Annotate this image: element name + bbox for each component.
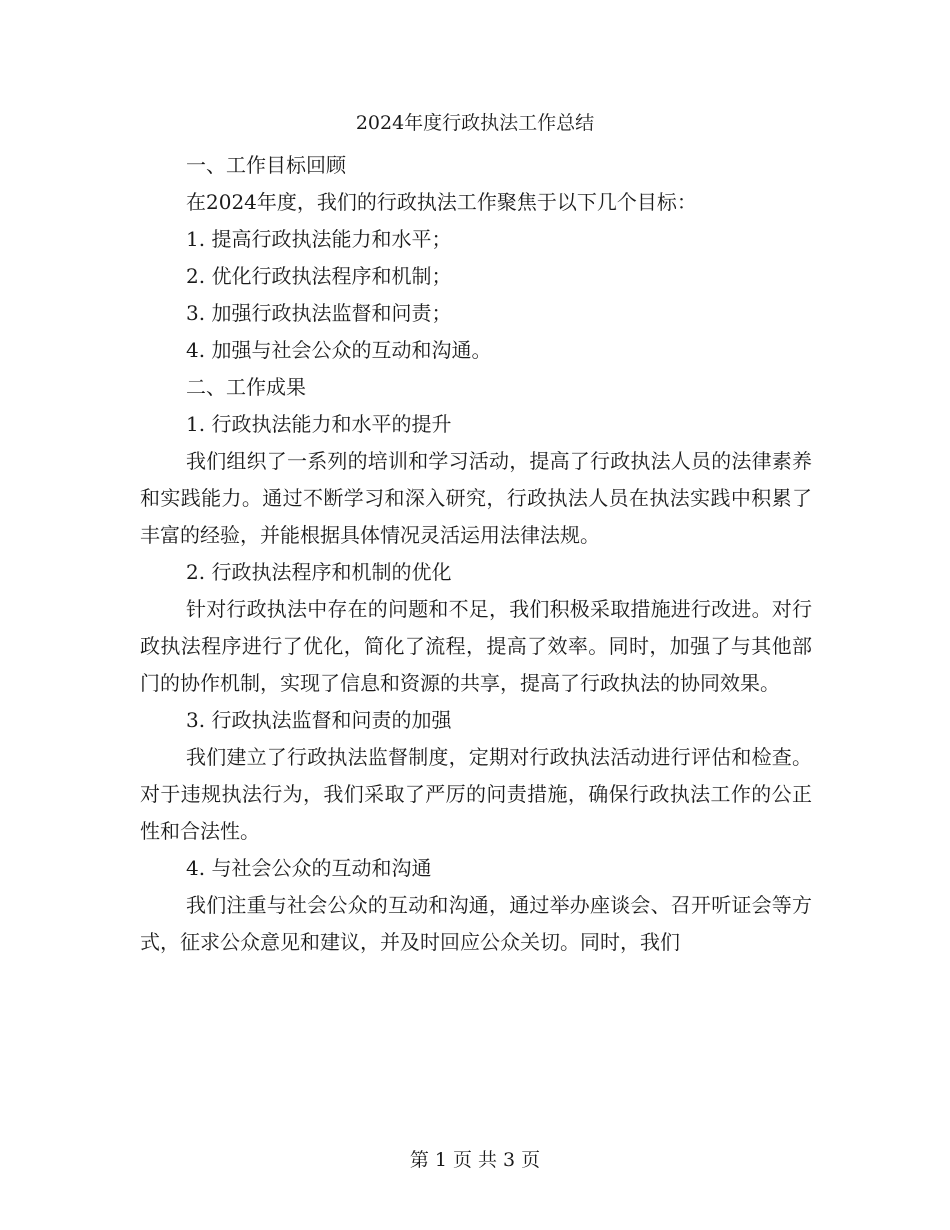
intro-line: 在2024年度，我们的行政执法工作聚焦于以下几个目标： — [186, 190, 697, 214]
result-paragraph-1: 我们组织了一系列的培训和学习活动，提高了行政执法人员的法律素养和实践能力。通过不断学习和深入研究，行政执法人员在执法实践中积累了丰富的经验，并能根据具体情况灵活运用法律法规。 — [140, 449, 812, 547]
page-number-footer: 第 1 页 共 3 页 — [409, 1149, 541, 1171]
result-heading-4: 4. 与社会公众的互动和沟通 — [186, 856, 432, 880]
goal-item-2: 2. 优化行政执法程序和机制； — [186, 264, 452, 288]
section-heading-goals: 一、工作目标回顾 — [186, 153, 346, 177]
result-heading-1: 1. 行政执法能力和水平的提升 — [186, 412, 452, 436]
goal-item-3: 3. 加强行政执法监督和问责； — [186, 301, 452, 325]
goal-item-1: 1. 提高行政执法能力和水平； — [186, 227, 452, 251]
result-heading-2: 2. 行政执法程序和机制的优化 — [186, 560, 452, 584]
section-heading-results: 二、工作成果 — [186, 375, 306, 399]
result-paragraph-3: 我们建立了行政执法监督制度，定期对行政执法活动进行评估和检查。对于违规执法行为，我们采取了严厉的问责措施，确保行政执法工作的公正性和合法性。 — [140, 745, 812, 843]
document-body — [140, 147, 812, 961]
result-paragraph-2: 针对行政执法中存在的问题和不足，我们积极采取措施进行改进。对行政执法程序进行了优化，简化了流程，提高了效率。同时，加强了与其他部门的协作机制，实现了信息和资源的共享，提高了行政执法的协同效果。 — [140, 597, 812, 695]
result-paragraph-4: 我们注重与社会公众的互动和沟通，通过举办座谈会、召开听证会等方式，征求公众意见和建议，并及时回应公众关切。同时，我们 — [140, 893, 812, 954]
document-title: 2024年度行政执法工作总结 — [355, 112, 595, 134]
result-heading-3: 3. 行政执法监督和问责的加强 — [186, 708, 452, 732]
goal-item-4: 4. 加强与社会公众的互动和沟通。 — [186, 338, 492, 362]
